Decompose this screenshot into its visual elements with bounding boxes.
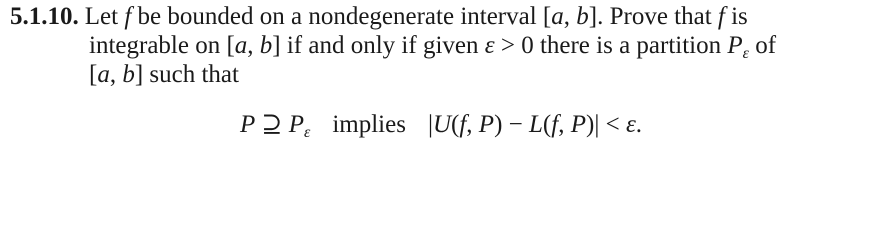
math-U: U [432, 111, 452, 138]
math-epsilon: ε [625, 111, 636, 138]
period: . [635, 111, 643, 138]
math-a: a [97, 61, 110, 88]
exercise-line-3 [89, 60, 239, 90]
abs-bar-left: | [427, 111, 433, 138]
text: ] if and only if given [272, 32, 485, 59]
math-P: P [288, 111, 305, 138]
paren: ) [494, 111, 503, 138]
text: of [748, 32, 777, 59]
math-P: P [240, 111, 256, 138]
paren: ( [542, 111, 552, 138]
text: > 0 there is a partition [494, 32, 728, 59]
math-b: b [259, 32, 273, 59]
math-P: P [727, 32, 743, 59]
text: Let [84, 3, 125, 30]
math-b: b [122, 61, 135, 88]
math-a: a [234, 32, 248, 59]
math-P: P [570, 111, 586, 138]
text: , [563, 3, 577, 30]
implies-word: implies [332, 111, 406, 138]
paren: ( [451, 111, 460, 138]
text: , [247, 32, 260, 59]
math-a: a [551, 3, 564, 30]
paren: ) [585, 111, 595, 138]
math-less-than: < [599, 111, 626, 138]
text: be bounded on a nondegenerate interval [ [131, 3, 552, 30]
math-subscript-epsilon: ε [304, 124, 311, 141]
comma: , [466, 111, 479, 138]
display-equation [240, 110, 642, 148]
math-f: f [717, 3, 725, 30]
text: , [109, 61, 123, 88]
text: integrable on [ [89, 32, 235, 59]
math-minus: − [502, 111, 530, 138]
math-f: f [459, 111, 467, 138]
math-epsilon: ε [484, 32, 495, 59]
math-P: P [478, 111, 495, 138]
exercise-line-1 [10, 2, 748, 32]
math-L: L [529, 111, 543, 138]
comma: , [558, 111, 571, 138]
math-subscript-epsilon: ε [742, 45, 749, 62]
math-b: b [576, 3, 589, 30]
abs-bar-right: | [594, 111, 600, 138]
text: is [724, 3, 748, 30]
math-f: f [124, 3, 132, 30]
text: ] such that [134, 61, 239, 88]
math-f: f [551, 111, 559, 138]
math-supseteq: ⊇ [255, 111, 289, 138]
exercise-number: 5.1.10. [10, 3, 79, 30]
text: [ [89, 61, 98, 88]
text: ]. Prove that [588, 3, 718, 30]
